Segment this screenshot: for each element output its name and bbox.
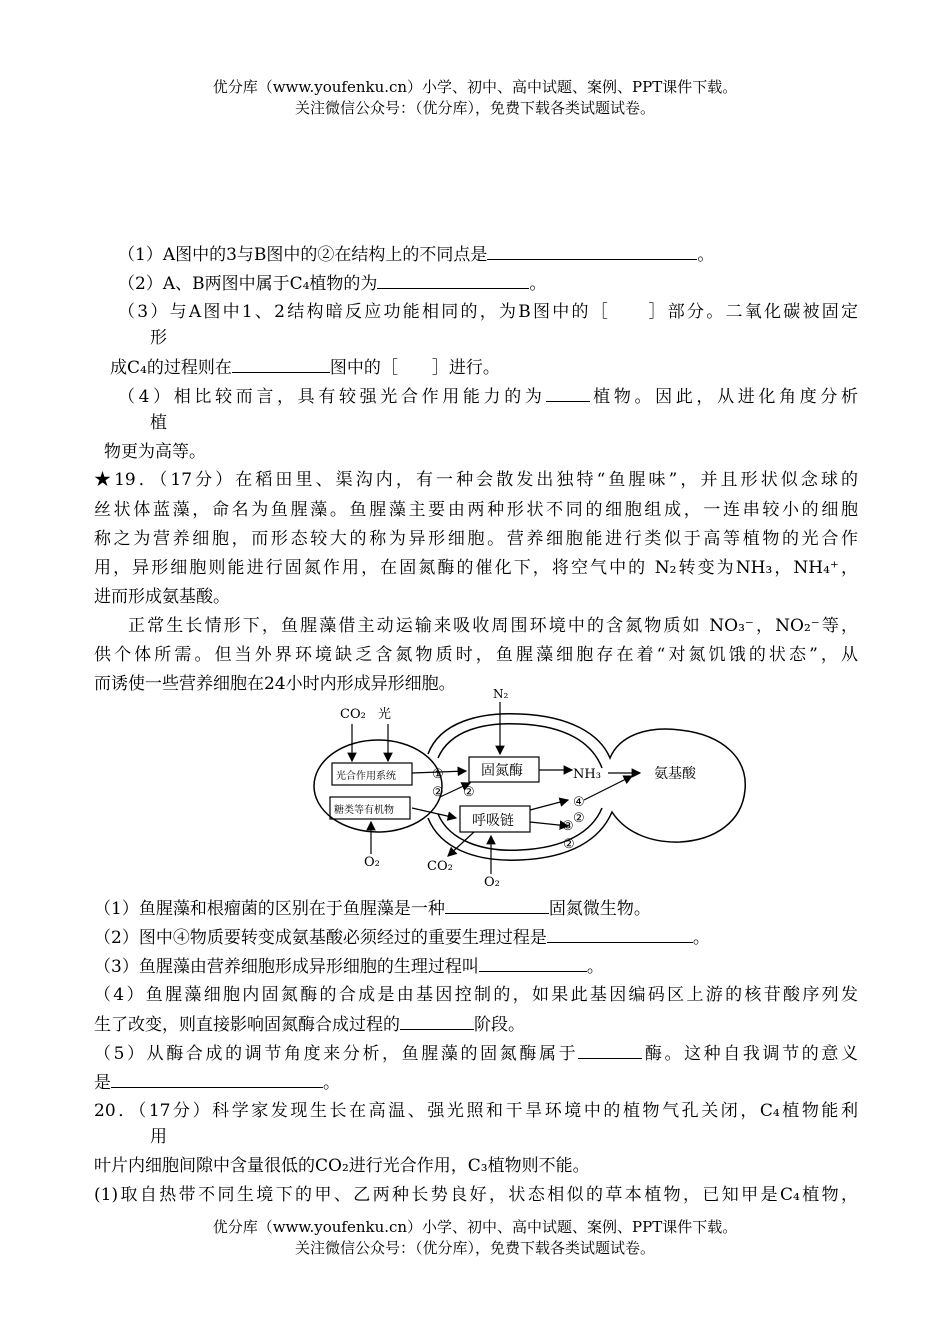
q19-sub-4-cont: 生了改变，则直接影响固氮酶合成过程的 阶段。 [94,1015,525,1035]
q19-intro-5: 进而形成氨基酸。 [94,587,230,607]
answer-blank[interactable] [445,898,549,914]
q19-para2-2: 供个体所需。但当外界环境缺乏含氮物质时，鱼腥藻细胞存在着“对氮饥饿的状态”，从 [94,645,858,665]
header-line-2: 关注微信公众号：（优分库），免费下载各类试题试卷。 [294,99,655,117]
q20-line-3: (1)取自热带不同生境下的甲、乙两种长势良好，状态相似的草本植物，已知甲是C₄植物， [94,1185,858,1205]
q19-intro-4: 用，异形细胞则能进行固氮作用，在固氮酶的催化下，将空气中的 N₂转变为NH₃，NH₄⁺， [94,558,858,578]
q19-para2-1: 正常生长情形下，鱼腥藻借主动运输来吸收周围环境中的含氮物质如 NO₃⁻，NO₂⁻等， [128,616,858,636]
header-line-1: 优分库（www.youfenku.cn）小学、初中、高中试题、案例、PPT课件下载。 [212,78,738,96]
label-nh3: NH₃ [573,767,601,782]
label-sugars: 糖类等有机物 [334,805,394,816]
q19-para2-3: 而诱使一些营养细胞在24小时内形成异形细胞。 [94,674,456,694]
q19-sub-5-cont: 是 。 [94,1073,340,1093]
q18-item-1: （1）A图中的3与B图中的②在结构上的不同点是 。 [118,245,715,265]
q18-item-3: （3）与A图中1、2结构暗反应功能相同的，为B图中的［ ］部分。二氧化碳被固定 [118,302,858,322]
label-respiration-chain: 呼吸链 [472,813,514,829]
heterocyst-cell [428,714,745,860]
answer-blank[interactable] [400,1014,474,1030]
q18-item-4-wrap: 植 [150,413,167,433]
answer-blank[interactable] [547,927,693,943]
circle-2: ② [432,785,444,800]
answer-blank[interactable] [111,1072,323,1088]
label-n2: N₂ [493,687,509,701]
q19-intro-3: 称之为营养细胞，而形态较大的称为异形细胞。营养细胞能进行类似于高等植物的光合作 [94,529,858,549]
q20-line-1-wrap: 用 [150,1127,167,1147]
q19-sub-1: （1）鱼腥藻和根瘤菌的区别在于鱼腥藻是一种 固氮微生物。 [94,899,651,919]
q20-line-1: 20．（17分）科学家发现生长在高温、强光照和干旱环境中的植物气孔关闭，C₄植物能利 [94,1101,858,1121]
label-co2-bottom: CO₂ [427,859,453,874]
q18-item-3-wrap: 形 [150,328,167,348]
q19-sub-2: （2）图中④物质要转变成氨基酸必须经过的重要生理过程是 。 [94,928,710,948]
circle-3: ③ [562,819,574,834]
circle-4: ④ [573,795,585,810]
q19-intro-2: 丝状体蓝藻，命名为鱼腥藻。鱼腥藻主要由两种形状不同的细胞组成，一连串较小的细胞 [94,500,858,520]
answer-blank[interactable] [479,956,587,972]
circle-1: ① [432,767,444,782]
q18-item-3-cont: 成C₄的过程则在 图中的［ ］进行。 [110,358,500,378]
label-co2-top: CO₂ [340,707,366,722]
q18-item-4-cont: 物更为高等。 [104,442,206,462]
q20-line-2: 叶片内细胞间隙中含量很低的CO₂进行光合作用，C₃植物则不能。 [94,1156,590,1176]
circle-2: ② [463,785,475,800]
footer-line-1: 优分库（www.youfenku.cn）小学、初中、高中试题、案例、PPT课件下载。 [212,1218,738,1236]
label-o2-bottom: O₂ [484,875,500,890]
circle-2: ② [573,811,585,826]
q18-item-4: （4）相比较而言，具有较强光合作用能力的为 植物。因此，从进化角度分析 [118,387,858,407]
q19-intro-1: ★19．（17分）在稻田里、渠沟内，有一种会散发出独特“鱼腥味”，并且形状似念球的 [94,470,858,490]
q19-sub-4: （4）鱼腥藻细胞内固氮酶的合成是由基因控制的，如果此基因编码区上游的核苷酸序列发 [94,985,858,1005]
label-amino-acid: 氨基酸 [654,766,696,782]
label-light: 光 [378,707,392,722]
q19-sub-5: （5）从酶合成的调节角度来分析，鱼腥藻的固氮酶属于 酶。这种自我调节的意义 [94,1044,858,1064]
label-nitrogenase: 固氮酶 [481,763,523,779]
label-o2-left: O₂ [364,855,380,870]
circle-2: ② [563,837,575,852]
q18-item-2: （2）A、B两图中属于C₄植物的为 。 [118,274,547,294]
vegetative-cell [314,740,442,832]
answer-blank[interactable] [578,1043,642,1059]
footer-line-2: 关注微信公众号：（优分库），免费下载各类试题试卷。 [294,1239,655,1257]
label-photosynthesis-system: 光合作用系统 [336,771,396,782]
q19-sub-3: （3）鱼腥藻由营养细胞形成异形细胞的生理过程叫 。 [94,957,604,977]
